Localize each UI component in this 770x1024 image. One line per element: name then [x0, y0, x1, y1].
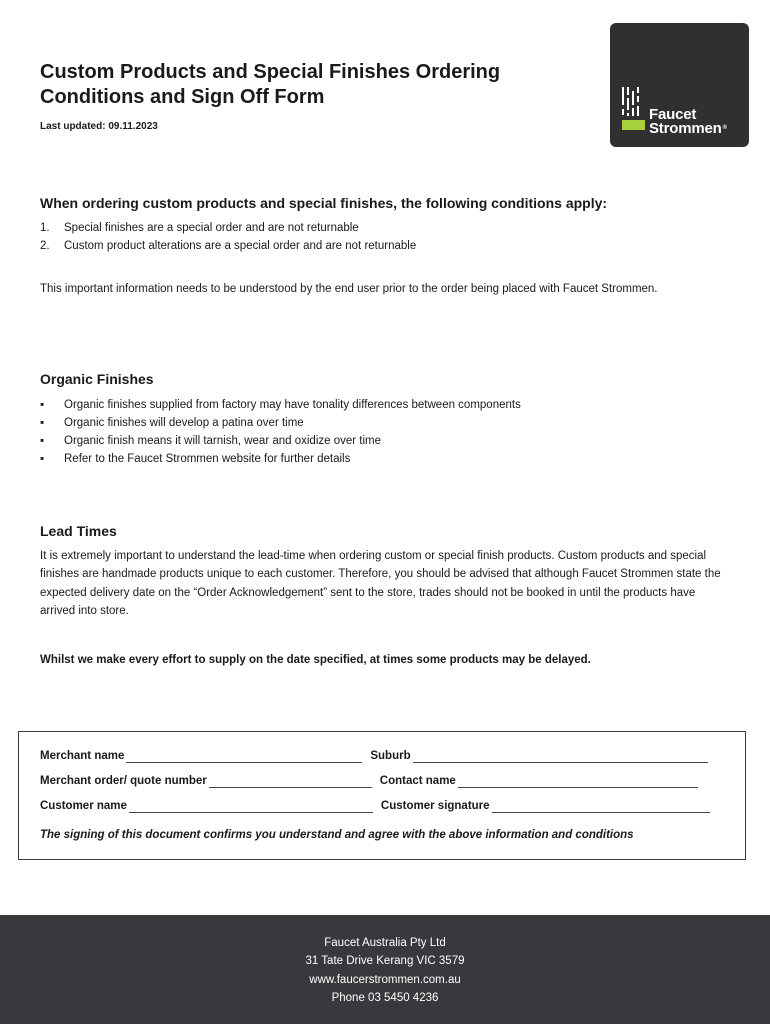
last-updated: Last updated: 09.11.2023 [40, 121, 158, 132]
lead-times-heading: Lead Times [40, 523, 117, 539]
logo-word-strommen-text: Strommen [649, 120, 722, 137]
registered-mark: ® [722, 125, 727, 131]
footer-address: 31 Tate Drive Kerang VIC 3579 [305, 955, 465, 968]
list-item [40, 219, 416, 237]
list-item [40, 396, 521, 414]
list-bullet: ▪ [40, 435, 45, 447]
list-item-text: Organic finishes supplied from factory may have tonality differences between components [64, 399, 521, 411]
sign-off-form [18, 731, 746, 860]
conditions-list [40, 219, 416, 255]
confirmation-text: The signing of this document confirms you understand and agree with the above information and conditions [40, 829, 634, 841]
order-number-field[interactable] [209, 775, 372, 788]
merchant-name-field[interactable] [126, 750, 362, 763]
customer-signature-field[interactable] [492, 800, 710, 813]
footer-phone: Phone 03 5450 4236 [331, 991, 439, 1004]
logo-word-faucet: Faucet [649, 106, 697, 123]
list-marker: 1. [40, 222, 50, 234]
customer-signature-label: Customer signature [380, 800, 490, 812]
form-row-customer [40, 800, 710, 813]
order-number-label: Merchant order/ quote number [40, 775, 207, 787]
footer-company: Faucet Australia Pty Ltd [324, 937, 446, 949]
footer-website[interactable]: www.faucerstrommen.com.au [309, 973, 461, 986]
list-item [40, 450, 521, 468]
list-item-text: Refer to the Faucet Strommen website for further details [64, 453, 351, 465]
faucet-strommen-logo [610, 23, 749, 147]
organic-list [40, 396, 521, 468]
conditions-heading: When ordering custom products and special finishes, the following conditions apply: [40, 195, 608, 211]
list-bullet: ▪ [40, 453, 45, 465]
lead-times-body: It is extremely important to understand the lead-time when ordering custom or special finish products. Custom products and special finishes are handmade products unique to each customer. Therefore, you should be advised that although Faucet Strommen state the expected delivery date on the “Order Acknowledgement” sent to the store, trades should not be booked in until the products have arrived into store. [40, 550, 721, 617]
list-item-text: Organic finish means it will tarnish, wear and oxidize over time [64, 435, 382, 447]
footer [0, 915, 770, 1024]
customer-name-label: Customer name [40, 800, 127, 812]
list-bullet: ▪ [40, 417, 45, 429]
list-item-text: Organic finishes will develop a patina over time [64, 417, 304, 429]
delay-warning: Whilst we make every effort to supply on the date specified, at times some products may be delayed. [40, 654, 591, 666]
faucet-strommen-logo-icon [622, 87, 646, 137]
list-item [40, 414, 521, 432]
customer-name-field[interactable] [129, 800, 373, 813]
suburb-field[interactable] [413, 750, 708, 763]
contact-name-field[interactable] [458, 775, 698, 788]
list-item-text: Special finishes are a special order and are not returnable [64, 222, 359, 234]
list-item-text: Custom product alterations are a special order and are not returnable [64, 240, 417, 252]
suburb-label: Suburb [370, 750, 411, 762]
form-row-merchant [40, 750, 708, 763]
list-item [40, 237, 416, 255]
conditions-note: This important information needs to be understood by the end user prior to the order being placed with Faucet Strommen. [40, 283, 658, 295]
merchant-name-label: Merchant name [40, 750, 125, 762]
list-item [40, 432, 521, 450]
organic-heading: Organic Finishes [40, 371, 154, 387]
list-bullet: ▪ [40, 399, 45, 411]
page-title: Custom Products and Special Finishes Ordering Conditions and Sign Off Form [40, 61, 501, 108]
form-row-order [40, 775, 698, 788]
list-marker: 2. [40, 240, 50, 252]
contact-name-label: Contact name [379, 775, 456, 787]
logo-word-strommen [649, 121, 727, 136]
